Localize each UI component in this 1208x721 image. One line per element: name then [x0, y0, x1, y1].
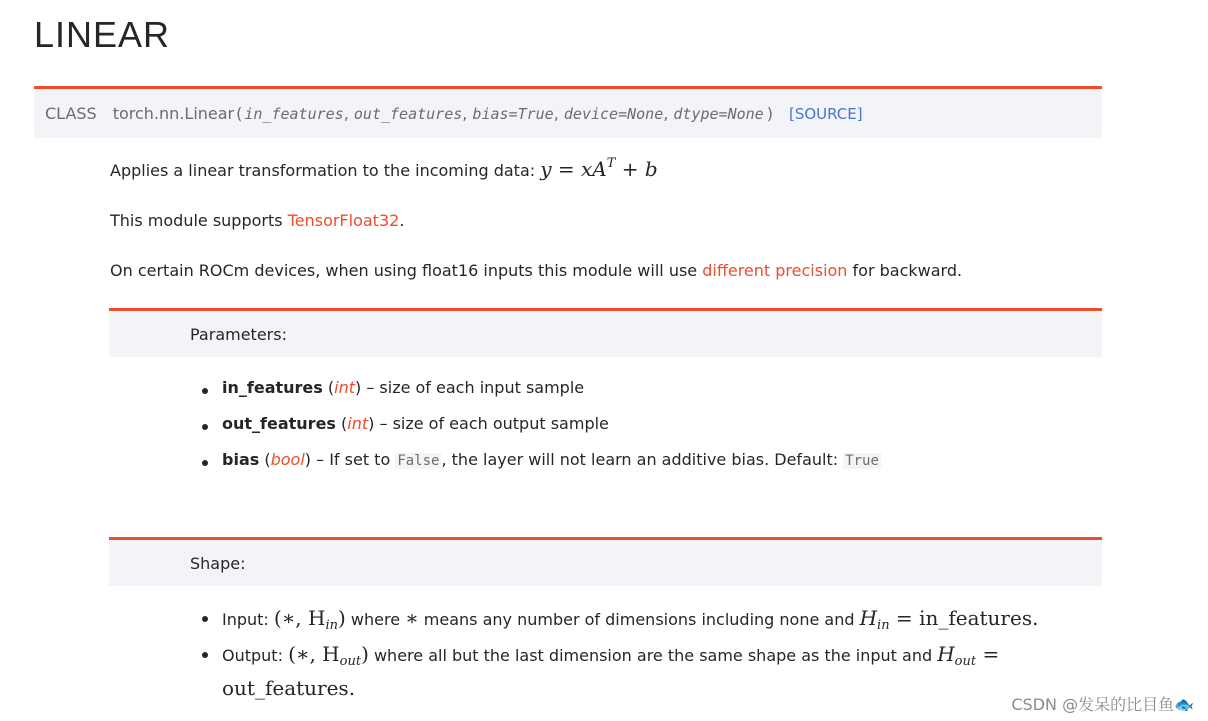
math-h: H — [937, 642, 955, 666]
class-name: torch.nn.Linear — [112, 104, 235, 123]
list-item: in_features (int) – size of each input sample — [200, 378, 881, 414]
code-true: True — [845, 453, 879, 469]
comma: , — [343, 104, 354, 123]
input-label: Input: — [222, 610, 274, 629]
output-label: Output: — [222, 646, 289, 665]
math-x: x — [581, 157, 593, 181]
math-close: ) — [338, 606, 346, 630]
close-paren: ) — [766, 104, 773, 123]
param-name: out_features — [222, 414, 336, 433]
shape-header — [109, 537, 1102, 586]
line3-suffix: for backward. — [847, 261, 963, 280]
parameters-label: Parameters: — [190, 325, 287, 344]
math-rhs: in_features — [919, 606, 1033, 630]
param-in-features: in_features — [244, 104, 344, 123]
math-close: ) — [361, 642, 369, 666]
param-device: device=None — [563, 104, 664, 123]
watermark: CSDN @发呆的比目鱼🐟 — [1011, 695, 1194, 714]
comma: , — [462, 104, 473, 123]
formula — [540, 157, 658, 181]
tensorfloat32-link[interactable]: TensorFloat32 — [287, 211, 400, 230]
description-line-3 — [110, 261, 962, 280]
type-link[interactable]: bool — [270, 450, 305, 469]
math-rhs: out_features — [222, 676, 349, 700]
type-link[interactable]: int — [334, 378, 355, 397]
math-eq: = — [889, 606, 920, 630]
description-line-1 — [110, 156, 658, 181]
math-y: y — [540, 157, 552, 181]
output-math — [288, 642, 369, 669]
param-name: in_features — [222, 378, 323, 397]
code-false: False — [397, 453, 440, 469]
source-link[interactable]: [SOURCE] — [788, 104, 863, 123]
output-math-2 — [937, 642, 1000, 669]
math-sub: out — [954, 654, 977, 669]
line2-suffix: . — [399, 211, 405, 230]
math-t: T — [606, 156, 616, 171]
list-item — [200, 606, 1038, 642]
math-h: H — [859, 606, 878, 630]
list-item — [200, 642, 1038, 676]
math-sub: in — [877, 618, 890, 633]
description-line-2 — [110, 211, 404, 230]
comma: , — [663, 104, 674, 123]
param-desc: – If set to — [311, 450, 396, 469]
input-text-1: where — [345, 610, 406, 629]
math-sub: in — [325, 618, 338, 633]
type-link[interactable]: int — [347, 414, 369, 433]
math-plus: + — [615, 157, 645, 181]
list-item: bias (bool) – If set to False , the layer will not learn an additive bias. Default: True — [200, 450, 881, 486]
shape-label: Shape: — [190, 554, 246, 573]
description-text: Applies a linear transformation to the incoming data: — [110, 161, 541, 180]
input-math-2 — [859, 606, 1039, 633]
math-a: A — [592, 157, 607, 181]
output-text-1: where all but the last dimension are the same shape as the input and — [368, 646, 938, 665]
math-end: . — [1032, 606, 1039, 630]
math-star: ∗ — [405, 606, 419, 630]
different-precision-link[interactable]: different precision — [702, 261, 848, 280]
line2-prefix: This module supports — [110, 211, 288, 230]
input-text-2: means any number of dimensions including none and — [418, 610, 860, 629]
list-item: out_features (int) – size of each output sample — [200, 414, 881, 450]
math-b: b — [644, 157, 658, 181]
class-label: CLASS — [45, 104, 97, 123]
math-eq: = — [551, 157, 582, 181]
param-dtype: dtype=None — [673, 104, 764, 123]
math-text: (∗, H — [273, 606, 326, 630]
param-name: bias — [222, 450, 260, 469]
param-desc: – size of each output sample — [374, 414, 609, 433]
param-desc: – size of each input sample — [361, 378, 585, 397]
comma: , — [553, 104, 564, 123]
parameters-list — [200, 378, 881, 486]
shape-list — [200, 606, 1038, 706]
open-paren: ( — [236, 104, 243, 123]
param-bias: bias=True — [472, 104, 554, 123]
math-eq: = — [976, 642, 1000, 666]
parameters-header — [109, 308, 1102, 357]
class-signature — [34, 86, 1102, 138]
math-text: (∗, H — [288, 642, 340, 666]
math-end: . — [348, 676, 356, 700]
param-out-features: out_features — [353, 104, 463, 123]
param-desc-mid: , the layer will not learn an additive bias. Default: — [441, 450, 844, 469]
page-title: LINEAR — [34, 14, 171, 55]
line3-prefix: On certain ROCm devices, when using float16 inputs this module will use — [110, 261, 703, 280]
output-continuation — [200, 676, 1038, 706]
input-math — [273, 606, 346, 633]
math-sub: out — [339, 654, 362, 669]
